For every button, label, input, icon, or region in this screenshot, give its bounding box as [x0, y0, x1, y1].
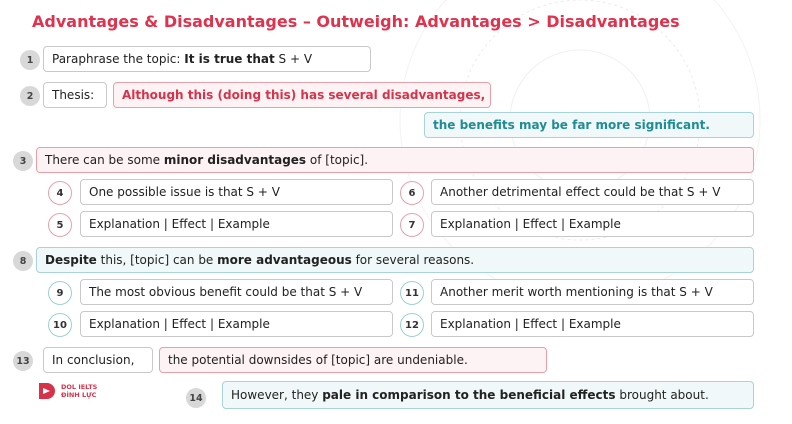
step-14-text-before: However, they: [231, 388, 323, 402]
step-8-text-after: for several reasons.: [351, 253, 475, 267]
step-number-3: 3: [13, 151, 33, 171]
thesis-label-box: [43, 82, 107, 108]
step-10-box: [80, 311, 393, 337]
step-number-9: 9: [48, 281, 72, 305]
step-4-box: [80, 179, 393, 205]
step-4-text: One possible issue is that S + V: [89, 185, 280, 199]
step-number-1: 1: [20, 50, 40, 70]
step-6-text: Another detrimental effect could be that S + V: [440, 185, 721, 199]
step-number-8: 8: [13, 251, 33, 271]
step-1-text-before: Paraphrase the topic:: [52, 52, 185, 66]
step-5-box: [80, 211, 393, 237]
step-number-11: 11: [400, 281, 424, 305]
step-13-box: [159, 347, 547, 373]
thesis-teal-text: the benefits may be far more significant.: [433, 118, 710, 132]
thesis-red-text: Although this (doing this) has several disadvantages,: [122, 88, 486, 102]
conclusion-label: In conclusion,: [52, 353, 135, 367]
step-number-5: 5: [48, 213, 72, 237]
step-number-10: 10: [48, 313, 72, 337]
step-number-13: 13: [13, 351, 33, 371]
step-11-box: [431, 279, 754, 305]
step-14-text-after: brought about.: [615, 388, 709, 402]
step-13-text: the potential downsides of [topic] are undeniable.: [168, 353, 468, 367]
step-14-text-bold: pale in comparison to the beneficial effects: [322, 388, 616, 402]
conclusion-label-box: [43, 347, 153, 373]
step-6-box: [431, 179, 754, 205]
step-1-paraphrase-box: [43, 46, 371, 72]
step-number-6: 6: [400, 181, 424, 205]
step-5-text: Explanation | Effect | Example: [89, 217, 270, 231]
step-10-text: Explanation | Effect | Example: [89, 317, 270, 331]
step-12-text: Explanation | Effect | Example: [440, 317, 621, 331]
step-8-text-bold1: Despite: [45, 253, 97, 267]
step-number-4: 4: [48, 181, 72, 205]
step-1-text-after: S + V: [274, 52, 313, 66]
step-11-text: Another merit worth mentioning is that S + V: [440, 285, 713, 299]
step-14-box: [222, 381, 754, 409]
step-9-box: [80, 279, 393, 305]
step-number-12: 12: [400, 313, 424, 337]
step-number-2: 2: [20, 86, 40, 106]
dol-logo: [36, 380, 97, 402]
step-1-text-bold: It is true that: [184, 52, 275, 66]
dol-logo-icon: [36, 380, 58, 402]
step-12-box: [431, 311, 754, 337]
step-3-text-after: of [topic].: [306, 153, 369, 167]
step-8-text-bold2: more advantageous: [217, 253, 352, 267]
step-7-text: Explanation | Effect | Example: [440, 217, 621, 231]
page-title: Advantages & Disadvantages – Outweigh: Advantages > Disadvantages: [32, 12, 680, 31]
step-8-advantages-box: [36, 247, 754, 273]
thesis-label: Thesis:: [52, 88, 95, 102]
step-3-disadvantages-box: [36, 147, 754, 173]
step-7-box: [431, 211, 754, 237]
thesis-red-box: [113, 82, 491, 108]
logo-line-1: DOL IELTS: [61, 383, 98, 391]
step-9-text: The most obvious benefit could be that S + V: [89, 285, 363, 299]
step-3-text-bold: minor disadvantages: [163, 153, 307, 167]
step-number-7: 7: [400, 213, 424, 237]
step-number-14: 14: [186, 388, 206, 408]
step-3-text-before: There can be some: [45, 153, 164, 167]
step-8-text-mid: this, [topic] can be: [96, 253, 218, 267]
thesis-teal-box: [424, 112, 754, 138]
logo-line-2: ĐÌNH LỰC: [61, 391, 97, 399]
